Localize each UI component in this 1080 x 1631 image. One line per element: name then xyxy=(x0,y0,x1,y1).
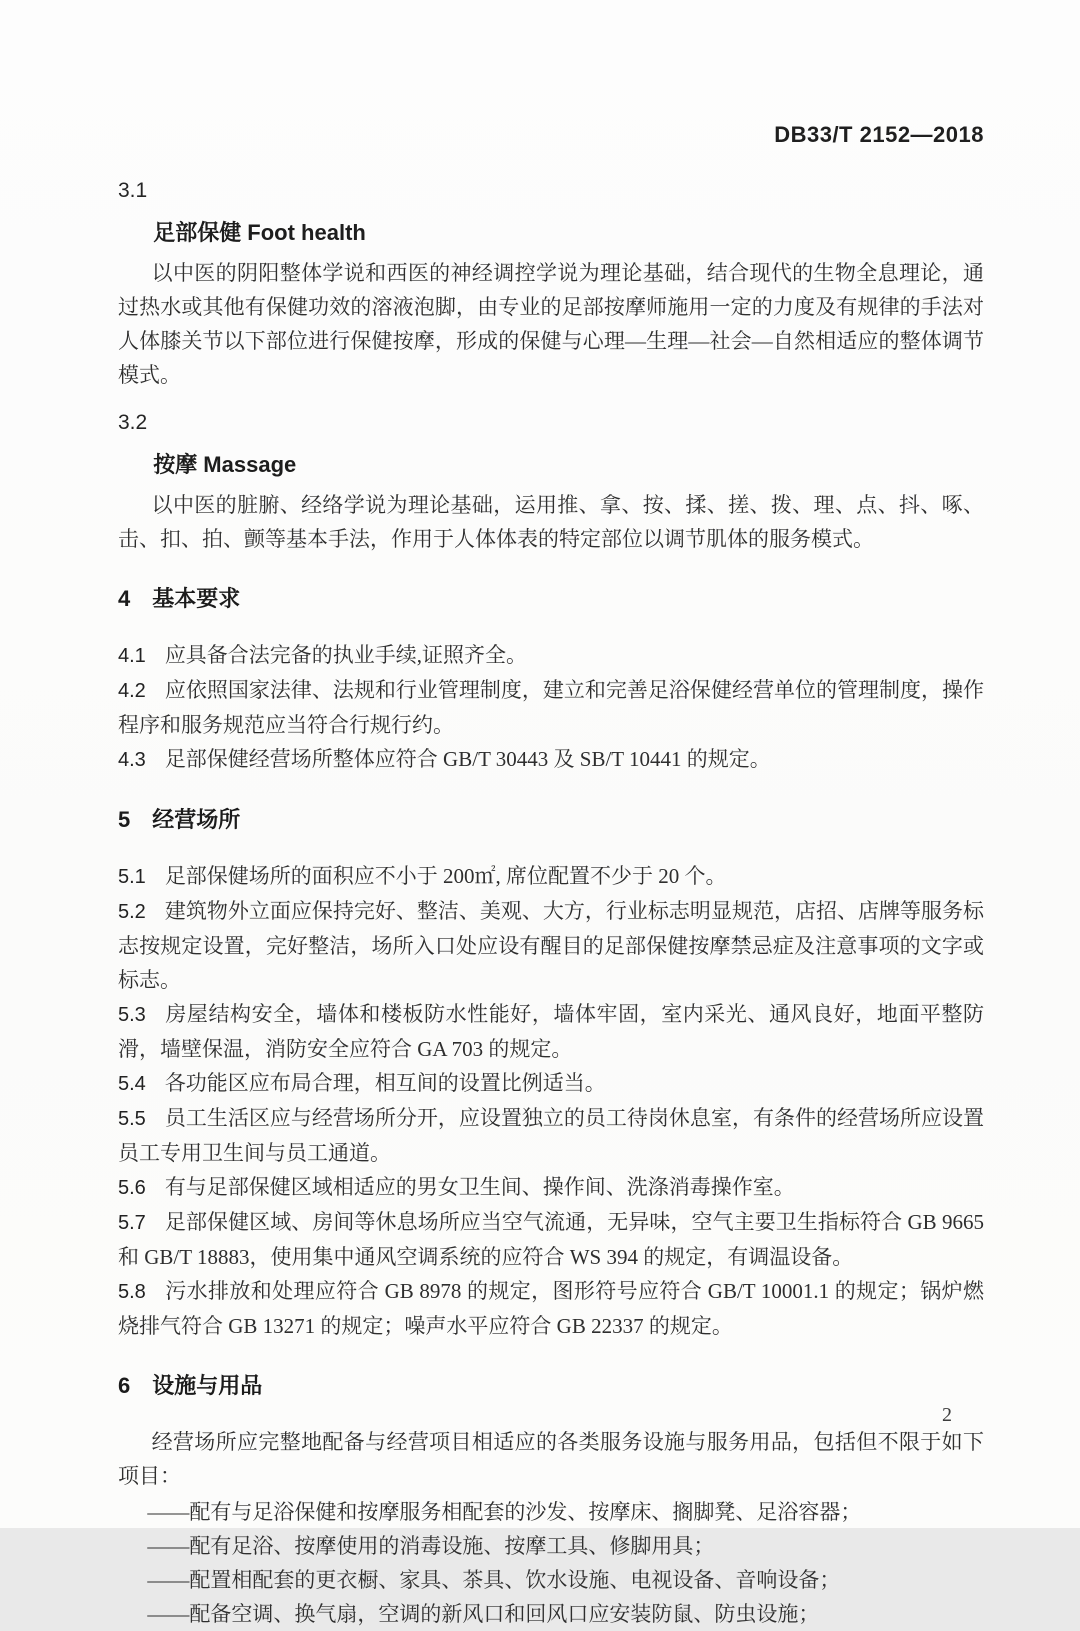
clause-number: 5.5 xyxy=(118,1108,146,1130)
clause-5-2 xyxy=(118,894,984,997)
clause-text: 足部保健场所的面积应不小于 200㎡, 席位配置不少于 20 个。 xyxy=(164,864,727,888)
clause-number: 5.7 xyxy=(118,1212,146,1234)
clause-text: 员工生活区应与经营场所分开，应设置独立的员工待岗休息室，有条件的经营场所应设置员工专用卫生间与员工通道。 xyxy=(118,1106,984,1165)
clause-number: 4.3 xyxy=(118,749,146,771)
facility-item-1: ——配有与足浴保健和按摩服务相配套的沙发、按摩床、搁脚凳、足浴容器； xyxy=(147,1500,862,1524)
clause-5-7 xyxy=(118,1205,984,1274)
clause-5-8 xyxy=(118,1274,984,1343)
section-4-title: 基本要求 xyxy=(152,586,241,611)
section-6-number: 6 xyxy=(118,1373,131,1398)
clause-5-6 xyxy=(118,1170,984,1205)
term-definition-3-2: 以中医的脏腑、经络学说为理论基础，运用推、拿、按、揉、搓、拨、理、点、抖、啄、击、扣、拍、颤等基本手法，作用于人体体表的特定部位以调节肌体的服务模式。 xyxy=(118,493,984,551)
doc-code-header: DB33/T 2152—2018 xyxy=(774,122,984,147)
clause-text: 各功能区应布局合理，相互间的设置比例适当。 xyxy=(164,1071,606,1095)
clause-number: 4.2 xyxy=(118,680,146,702)
clause-number: 5.8 xyxy=(118,1281,146,1303)
clause-number: 5.3 xyxy=(118,1004,146,1026)
clause-4-3 xyxy=(118,742,984,777)
clause-text: 污水排放和处理应符合 GB 8978 的规定，图形符号应符合 GB/T 10001.1 的规定；锅炉燃烧排气符合 GB 13271 的规定；噪声水平应符合 GB 22337 的规定。 xyxy=(118,1279,984,1338)
section-5-heading xyxy=(118,803,984,837)
section-4-heading xyxy=(118,582,984,616)
clause-5-3 xyxy=(118,997,984,1066)
section-6-heading xyxy=(118,1369,984,1403)
clause-number: 5.1 xyxy=(118,866,146,888)
clause-5-4 xyxy=(118,1066,984,1101)
page-number: 2 xyxy=(942,1404,952,1426)
term-heading-foot-health: 足部保健 Foot health xyxy=(153,220,366,245)
clause-text: 足部保健经营场所整体应符合 GB/T 30443 及 SB/T 10441 的规定。 xyxy=(164,747,771,771)
term-number-3-1: 3.1 xyxy=(118,179,148,202)
section-5-title: 经营场所 xyxy=(152,807,241,832)
clause-number: 5.4 xyxy=(118,1073,146,1095)
clause-5-5 xyxy=(118,1101,984,1170)
term-number-3-2: 3.2 xyxy=(118,411,148,434)
section-4-number: 4 xyxy=(118,586,131,611)
term-heading-massage: 按摩 Massage xyxy=(153,452,297,477)
clause-text: 房屋结构安全，墙体和楼板防水性能好，墙体牢固，室内采光、通风良好，地面平整防滑，墙壁保温，消防安全应符合 GA 703 的规定。 xyxy=(118,1002,984,1061)
term-definition-3-1: 以中医的阴阳整体学说和西医的神经调控学说为理论基础，结合现代的生物全息理论，通过热水或其他有保健功效的溶液泡脚，由专业的足部按摩师施用一定的力度及有规律的手法对人体膝关节以下部位进行保健按摩，形成的保健与心理—生理—社会—自然相适应的整体调节模式。 xyxy=(118,261,984,387)
section-6-intro: 经营场所应完整地配备与经营项目相适应的各类服务设施与服务用品，包括但不限于如下项目： xyxy=(118,1430,984,1488)
facility-item-2: ——配有足浴、按摩使用的消毒设施、按摩工具、修脚用具； xyxy=(147,1534,715,1558)
clause-5-1 xyxy=(118,859,984,894)
clause-text: 应具备合法完备的执业手续,证照齐全。 xyxy=(164,643,528,667)
clause-text: 建筑物外立面应保持完好、整洁、美观、大方，行业标志明显规范，店招、店牌等服务标志按规定设置，完好整洁，场所入口处应设有醒目的足部保健按摩禁忌症及注意事项的文字或标志。 xyxy=(118,899,984,992)
section-6-title: 设施与用品 xyxy=(152,1373,263,1398)
clause-number: 4.1 xyxy=(118,645,146,667)
facility-item-3: ——配置相配套的更衣橱、家具、茶具、饮水设施、电视设备、音响设备； xyxy=(147,1568,841,1592)
clause-4-2 xyxy=(118,673,984,742)
clause-text: 足部保健区域、房间等休息场所应当空气流通，无异味，空气主要卫生指标符合 GB 9665 和 GB/T 18883，使用集中通风空调系统的应符合 WS 394 的规定，有调温设备。 xyxy=(118,1210,984,1269)
clause-4-1 xyxy=(118,638,984,673)
clause-number: 5.2 xyxy=(118,901,146,923)
clause-text: 应依照国家法律、法规和行业管理制度，建立和完善足浴保健经营单位的管理制度，操作程序和服务规范应当符合行规行约。 xyxy=(118,678,984,737)
clause-text: 有与足部保健区域相适应的男女卫生间、操作间、洗涤消毒操作室。 xyxy=(164,1175,795,1199)
section-5-number: 5 xyxy=(118,807,131,832)
clause-number: 5.6 xyxy=(118,1177,146,1199)
facility-item-4: ——配备空调、换气扇，空调的新风口和回风口应安装防鼠、防虫设施； xyxy=(147,1602,820,1626)
